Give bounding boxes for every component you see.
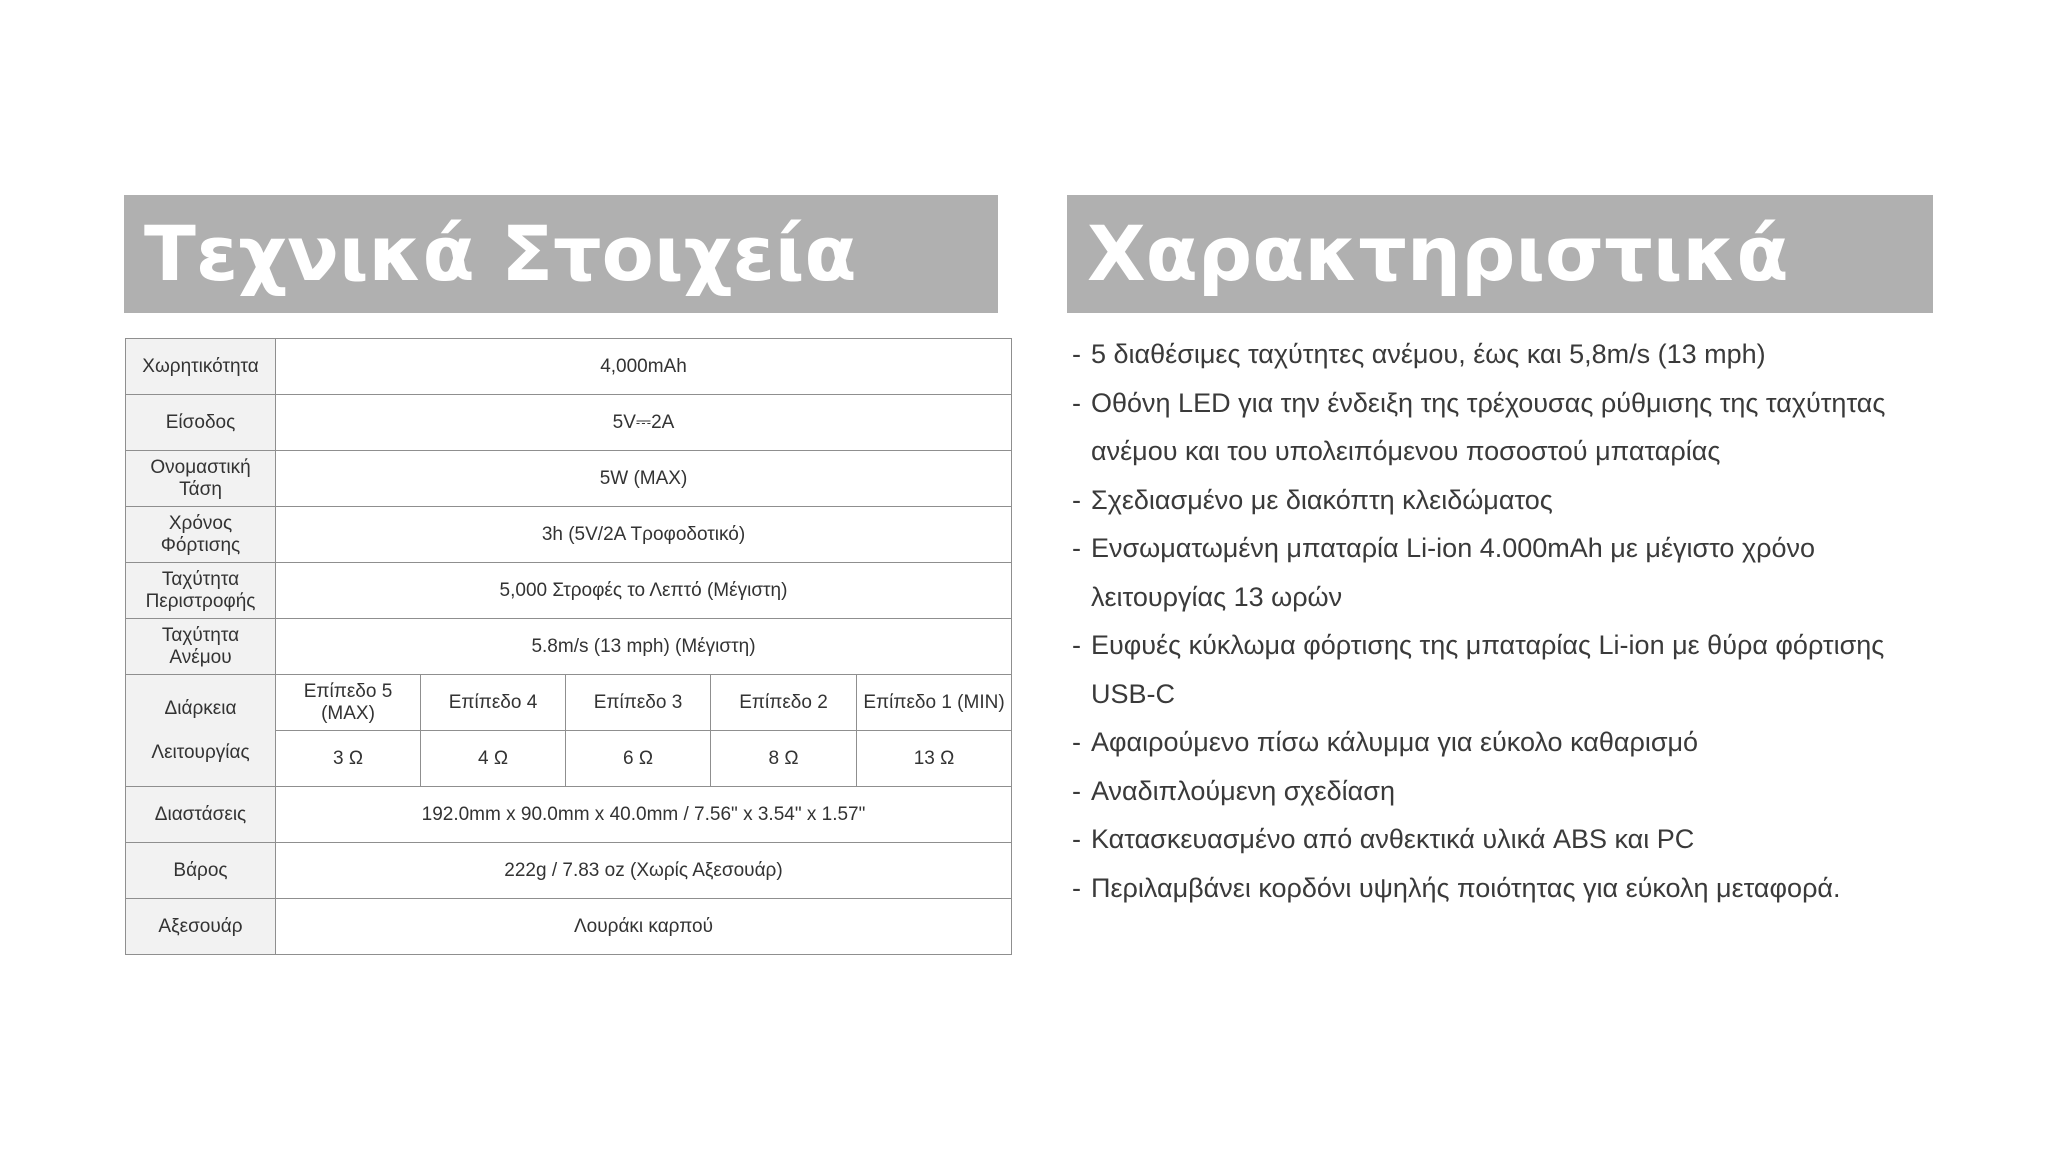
runtime-label-line1: Διάρκεια: [164, 697, 237, 719]
dimensions-label: Διαστάσεις: [126, 787, 276, 843]
runtime-level-hours: 6 Ω: [566, 731, 711, 787]
list-item: [1072, 864, 1952, 913]
capacity-label: Χωρητικότητα: [126, 339, 276, 395]
rotation-speed-label: Ταχύτητα Περιστροφής: [126, 563, 276, 619]
list-item: [1072, 476, 1952, 525]
table-row: [126, 787, 1012, 843]
specs-table: [125, 338, 1012, 955]
runtime-level-hours: 13 Ω: [857, 731, 1012, 787]
table-row: [126, 507, 1012, 563]
table-row: [126, 451, 1012, 507]
charging-time-label: Χρόνος Φόρτισης: [126, 507, 276, 563]
bullet-dash: -: [1072, 727, 1081, 757]
runtime-level-hours: 3 Ω: [276, 731, 421, 787]
list-item: [1072, 621, 1952, 718]
table-row: [126, 899, 1012, 955]
table-row: [126, 675, 1012, 731]
input-label: Είσοδος: [126, 395, 276, 451]
charging-time-value: 3h (5V/2A Τροφοδοτικό): [276, 507, 1012, 563]
table-row: [126, 395, 1012, 451]
input-value: 5V⎓2A: [276, 395, 1012, 451]
bullet-dash: -: [1072, 824, 1081, 854]
bullet-dash: -: [1072, 339, 1081, 369]
weight-label: Βάρος: [126, 843, 276, 899]
feature-text: Ενσωματωμένη μπαταρία Li-ion 4.000mAh με μέγιστο χρόνο λειτουργίας 13 ωρών: [1091, 533, 1816, 612]
capacity-value: 4,000mAh: [276, 339, 1012, 395]
rotation-speed-value: 5,000 Στροφές το Λεπτό (Μέγιστη): [276, 563, 1012, 619]
list-item: [1072, 524, 1952, 621]
rated-voltage-value: 5W (MAX): [276, 451, 1012, 507]
table-row: [126, 563, 1012, 619]
accessories-value: Λουράκι καρπού: [276, 899, 1012, 955]
bullet-dash: -: [1072, 387, 1081, 418]
runtime-label: [126, 675, 276, 787]
features-list: [1072, 330, 1952, 912]
runtime-level-name: Επίπεδο 1 (MIN): [857, 675, 1012, 731]
specs-title: Τεχνικά Στοιχεία: [124, 195, 998, 313]
accessories-label: Αξεσουάρ: [126, 899, 276, 955]
feature-text: Σχεδιασμένο με διακόπτη κλειδώματος: [1091, 484, 1553, 515]
dimensions-value: 192.0mm x 90.0mm x 40.0mm / 7.56" x 3.54" x 1.57": [276, 787, 1012, 843]
bullet-dash: -: [1072, 484, 1081, 515]
wind-speed-value: 5.8m/s (13 mph) (Μέγιστη): [276, 619, 1012, 675]
list-item: [1072, 330, 1952, 379]
list-item: [1072, 379, 1952, 476]
bullet-dash: -: [1072, 872, 1081, 903]
table-row: [126, 339, 1012, 395]
runtime-level-name: Επίπεδο 4: [421, 675, 566, 731]
bullet-dash: -: [1072, 775, 1081, 806]
feature-text: Αφαιρούμενο πίσω κάλυμμα για εύκολο καθαρισμό: [1091, 727, 1699, 757]
feature-text: Κατασκευασμένο από ανθεκτικά υλικά ABS και PC: [1091, 824, 1695, 854]
feature-text: Οθόνη LED για την ένδειξη της τρέχουσας ρύθμισης της ταχύτητας ανέμου και του υπολειπόμενου ποσοστού μπαταρίας: [1091, 387, 1886, 466]
weight-value: 222g / 7.83 oz (Χωρίς Αξεσουάρ): [276, 843, 1012, 899]
runtime-level-hours: 8 Ω: [711, 731, 857, 787]
runtime-level-name: Επίπεδο 5 (MAX): [276, 675, 421, 731]
runtime-label-line2: Λειτουργίας: [151, 741, 250, 763]
feature-text: Αναδιπλούμενη σχεδίαση: [1091, 775, 1395, 806]
bullet-dash: -: [1072, 630, 1081, 660]
wind-speed-label: Ταχύτητα Ανέμου: [126, 619, 276, 675]
runtime-level-name: Επίπεδο 3: [566, 675, 711, 731]
bullet-dash: -: [1072, 533, 1081, 563]
features-title: Χαρακτηριστικά: [1067, 195, 1933, 313]
list-item: [1072, 815, 1952, 864]
runtime-level-hours: 4 Ω: [421, 731, 566, 787]
list-item: [1072, 718, 1952, 767]
feature-text: Ευφυές κύκλωμα φόρτισης της μπαταρίας Li-ion με θύρα φόρτισης USB-C: [1091, 630, 1885, 709]
table-row: [126, 619, 1012, 675]
table-row: [126, 843, 1012, 899]
list-item: [1072, 767, 1952, 816]
rated-voltage-label: Ονομαστική Τάση: [126, 451, 276, 507]
feature-text: 5 διαθέσιμες ταχύτητες ανέμου, έως και 5,8m/s (13 mph): [1091, 339, 1766, 369]
feature-text: Περιλαμβάνει κορδόνι υψηλής ποιότητας για εύκολη μεταφορά.: [1091, 872, 1841, 903]
runtime-level-name: Επίπεδο 2: [711, 675, 857, 731]
